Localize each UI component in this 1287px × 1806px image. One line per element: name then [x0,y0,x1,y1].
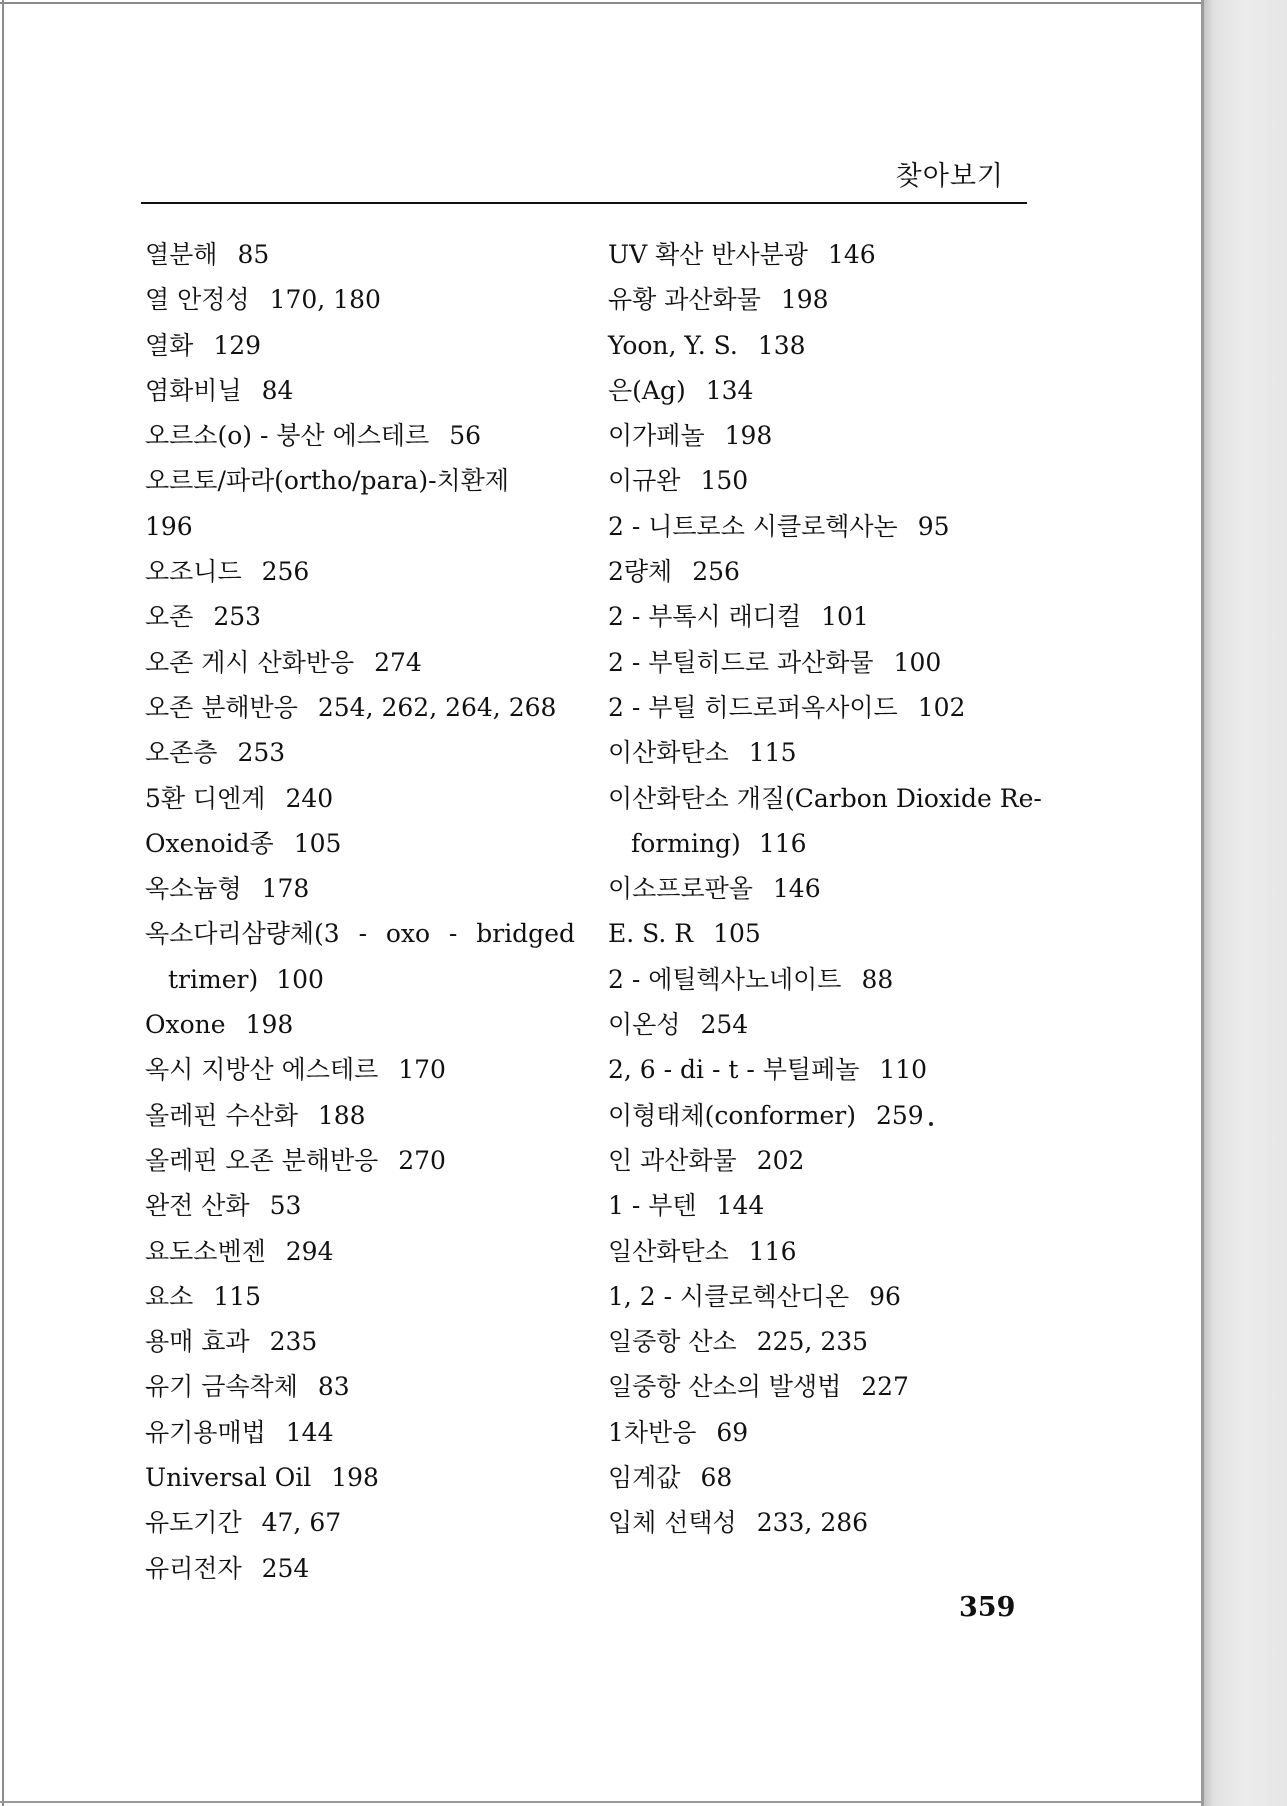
index-term: 열분해 [145,240,218,269]
index-pages: 253 [237,738,286,768]
index-entry [608,1093,1028,1138]
index-pages: 256 [692,557,740,587]
index-entry [608,957,1028,1002]
index-pages: 188 [317,1100,366,1130]
index-pages: 105 [293,828,342,858]
index-pages: 150 [700,466,749,496]
index-term: 옥소늄형 [145,874,242,904]
index-pages: 102 [917,692,966,722]
index-entry [145,368,575,413]
page-border-left [2,0,4,1806]
index-term: 완전 산화 [145,1191,250,1221]
index-term-continuation-line [145,957,324,1002]
index-term: 요소 [145,1281,194,1311]
index-pages: 56 [449,421,482,451]
page-number: 359 [959,1592,1016,1623]
index-entry [145,866,575,911]
index-term: 이규완 [608,466,681,496]
index-entry [608,866,1028,911]
index-pages: 170, 180 [269,285,381,315]
index-pages: 144 [716,1191,765,1221]
index-pages: 254 [700,1010,749,1040]
index-term-continuation-line [608,821,807,866]
index-pages: 274 [374,647,422,677]
index-pages: 240 [285,783,334,813]
index-term: Universal Oil [145,1463,312,1493]
index-pages: 138 [757,330,806,360]
index-pages: 170 [398,1055,446,1085]
index-term: 유기 금속착체 [145,1372,298,1402]
index-entry [145,1183,575,1228]
index-pages: 47, 67 [261,1508,342,1538]
index-entry [608,1410,1028,1455]
index-pages: 198 [724,421,773,451]
index-term: 열화 [145,330,194,360]
index-term: Oxone [145,1010,226,1040]
index-entry [608,232,1028,277]
index-term: 일산화탄소 [608,1236,729,1266]
index-pages: 115 [748,738,797,768]
index-term: 2, 6 - di - t - 부틸페놀 [608,1055,860,1085]
index-entry [145,911,575,1002]
index-pages: 227 [861,1372,909,1402]
index-pages: 198 [331,1463,379,1493]
index-pages: 233, 286 [756,1508,869,1538]
index-term: 은(Ag) [608,375,686,405]
index-pages: 84 [261,375,294,405]
index-entry [608,549,1028,594]
index-term: 이가페놀 [608,421,705,451]
index-term: 2량체 [608,557,673,587]
index-term: 올레핀 오존 분해반응 [145,1145,379,1175]
index-entry [145,1229,575,1274]
index-entry [608,1500,1028,1545]
index-term: 5환 디엔계 [145,783,266,813]
index-pages: 83 [317,1372,350,1402]
index-entry [608,413,1028,458]
index-pages: 88 [861,964,894,994]
index-term: 2 - 에틸헥사노네이트 [608,964,842,994]
index-term: 오존 [145,602,194,632]
index-pages: 116 [748,1236,797,1266]
index-pages: 100 [276,964,324,994]
index-entry [608,1183,1028,1228]
index-term: 오르토/파라(ortho/para)-치환제 [145,466,509,496]
index-term: 오존층 [145,738,218,768]
index-pages: 198 [780,285,829,315]
index-term: 이산화탄소 개질(Carbon Dioxide Re- [608,783,1042,813]
index-entry [145,1364,575,1409]
index-entry [145,458,575,549]
index-term: 옥소다리삼량체(3 - oxo - bridged [145,919,575,949]
index-entry [145,730,575,775]
index-entry [145,549,575,594]
index-entry [608,504,1028,549]
index-term: 2 - 부틸히드로 과산화물 [608,647,874,677]
index-term: UV 확산 반사분광 [608,240,808,269]
index-entry [145,413,575,458]
index-entry [608,911,1028,956]
index-entry [145,821,575,866]
index-term: 유도기간 [145,1508,242,1538]
index-term: 1차반응 [608,1417,697,1447]
index-term: 옥시 지방산 에스테르 [145,1055,379,1085]
index-entry [145,323,575,368]
index-term: 오조니드 [145,557,242,587]
index-term: 올레핀 수산화 [145,1100,298,1130]
index-column-right [608,232,1042,1546]
index-pages: 96 [869,1281,901,1311]
page-border-bottom [0,1801,1204,1803]
index-term: 이소프로판올 [608,874,753,904]
index-entry [145,1455,575,1500]
index-term: 이산화탄소 [608,738,729,768]
index-term-continuation: trimer) [168,964,259,994]
index-term: E. S. R [608,919,694,949]
index-term: 임계값 [608,1463,681,1493]
index-term: 유황 과산화물 [608,285,761,315]
index-term: 일중항 산소의 발생법 [608,1372,842,1402]
index-pages: 85 [237,240,270,269]
index-entry [145,1546,575,1591]
index-pages: 100 [893,647,942,677]
index-term: 2 - 부틸 히드로퍼옥사이드 [608,692,898,722]
index-entry [608,1138,1028,1183]
index-entry [608,277,1028,322]
index-term: 염화비닐 [145,375,242,405]
index-pages: 129 [213,330,262,360]
index-entry [608,458,1028,503]
index-entry [145,685,575,730]
index-entry [608,1229,1028,1274]
index-entry [608,1319,1028,1364]
running-head: 찾아보기 [895,161,1004,192]
index-term: 오르소(o) - 붕산 에스테르 [145,421,430,451]
index-entry [145,1500,575,1545]
index-entry [608,594,1028,639]
index-entry [608,323,1028,368]
index-pages: 105 [713,919,761,949]
index-column-left [145,232,575,1591]
index-entry [608,1455,1028,1500]
index-pages: 202 [756,1145,805,1175]
index-entry [145,1274,575,1319]
index-pages: 69 [716,1417,749,1447]
index-pages: 196 [145,511,193,541]
index-pages: 178 [261,874,310,904]
index-entry [608,368,1028,413]
index-term-continuation: forming) [631,828,741,858]
index-pages: 256 [261,557,310,587]
index-pages: 294 [285,1236,334,1266]
index-entry [608,1274,1028,1319]
index-pages: 259 [875,1100,924,1130]
index-pages: 134 [705,375,754,405]
index-pages: 95 [917,511,950,541]
page-border-top [0,2,1210,4]
index-pages: 270 [398,1145,446,1175]
index-term: 유리전자 [145,1553,242,1583]
index-pages: 115 [213,1281,262,1311]
index-term: Oxenoid종 [145,828,274,858]
header-rule [141,202,1027,204]
viewer-gutter [1204,0,1287,1806]
index-pages: 254 [261,1553,310,1583]
index-term: 이온성 [608,1010,681,1040]
index-entry [145,594,575,639]
index-term: 2 - 니트로소 시클로헥사논 [608,511,898,541]
index-term: 1 - 부텐 [608,1191,697,1221]
print-speck [929,1122,933,1126]
index-entry [145,1319,575,1364]
index-entry [145,640,575,685]
index-term: 이형태체(conformer) [608,1100,856,1130]
index-term: 용매 효과 [145,1327,250,1357]
index-pages: 101 [821,602,869,632]
index-entry [145,1138,575,1183]
index-pages: 116 [758,828,807,858]
index-term: 2 - 부톡시 래디컬 [608,602,802,632]
index-pages: 235 [269,1327,318,1357]
index-pages: 225, 235 [756,1327,869,1357]
index-entry [145,1410,575,1455]
index-entry [145,1002,575,1047]
index-term: 열 안정성 [145,285,250,315]
index-entry [608,730,1028,775]
index-entry [608,1002,1028,1047]
index-pages: 110 [879,1055,928,1085]
index-pages: 144 [285,1417,334,1447]
index-term: 입체 선택성 [608,1508,737,1538]
index-term: 1, 2 - 시클로헥산디온 [608,1281,850,1311]
index-pages: 253 [213,602,262,632]
index-pages: 198 [245,1010,294,1040]
index-entry [608,685,1028,730]
index-pages: 146 [772,874,821,904]
index-term: 오존 게시 산화반응 [145,647,355,677]
index-entry [608,776,1042,867]
index-entry [145,776,575,821]
index-pages: 254, 262, 264, 268 [317,692,557,722]
index-entry [145,277,575,322]
index-term: 유기용매법 [145,1417,266,1447]
index-entry [145,232,575,277]
index-pages: 68 [700,1463,733,1493]
index-entry [145,1047,575,1092]
index-entry [608,1364,1028,1409]
index-term: 요도소벤젠 [145,1236,266,1266]
index-entry [608,640,1028,685]
index-term: 인 과산화물 [608,1145,737,1175]
index-pages: 53 [269,1191,302,1221]
index-pages: 146 [827,240,876,269]
index-term: 일중항 산소 [608,1327,737,1357]
index-entry [608,1047,1028,1092]
index-entry [145,1093,575,1138]
index-term: Yoon, Y. S. [608,330,738,360]
index-term: 오존 분해반응 [145,692,298,722]
